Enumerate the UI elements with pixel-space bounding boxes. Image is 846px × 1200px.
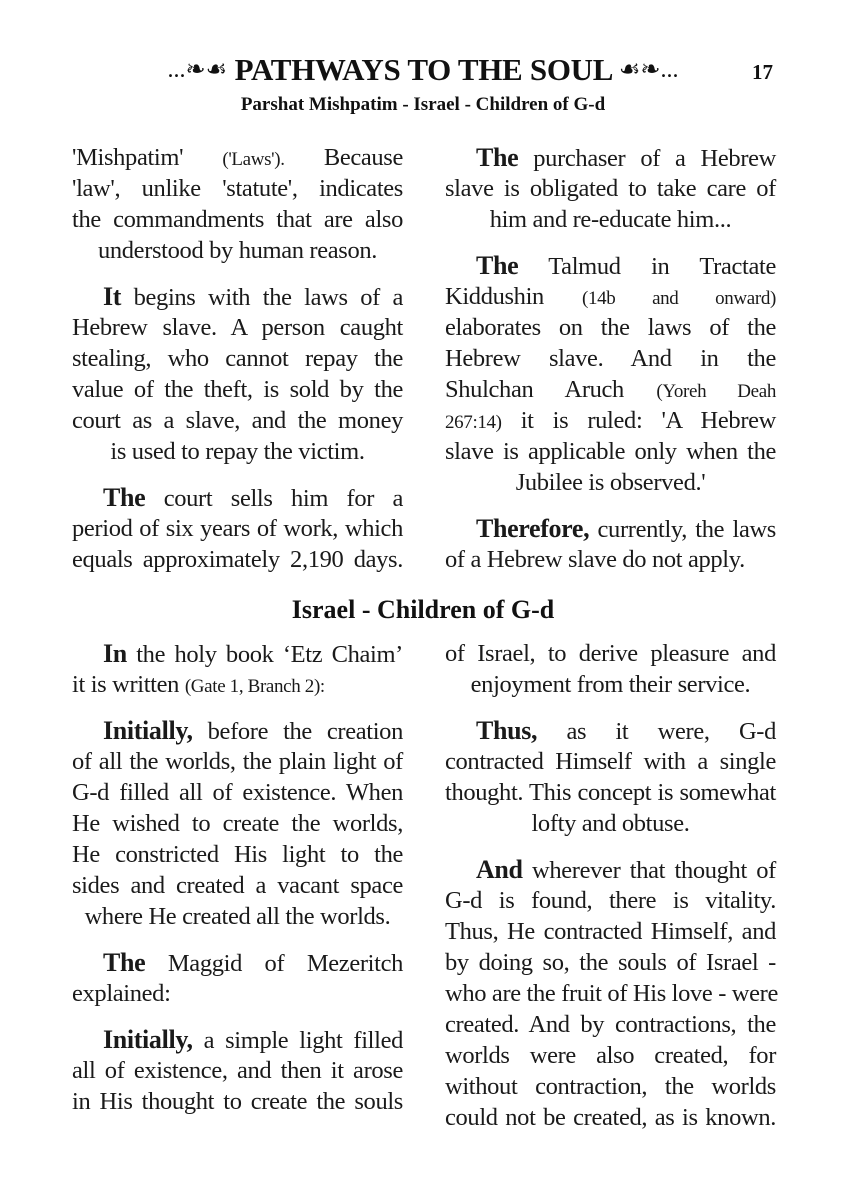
- text-run: begins with the laws of a: [121, 284, 403, 311]
- paragraph: [72, 947, 403, 1009]
- text-line: [72, 482, 403, 513]
- text-line: [72, 839, 403, 870]
- section-heading: Israel - Children of G-d: [291, 595, 555, 624]
- bottom-right-column: [445, 638, 776, 1133]
- text-line: [445, 715, 776, 746]
- top-left-column: [72, 142, 403, 575]
- ornament-left-icon: ...❧☙: [167, 57, 228, 83]
- paragraph-spacer: [445, 498, 776, 513]
- text-run: Jubilee is observed.': [515, 469, 706, 496]
- text-line: [445, 1071, 776, 1102]
- text-line: [72, 235, 403, 266]
- text-run: 'law', unlike 'statute', indicates: [72, 175, 403, 202]
- lead-word: And: [476, 855, 523, 884]
- text-line: [72, 405, 403, 436]
- text-line: [445, 513, 776, 544]
- text-run: G-d is found, there is vitality.: [445, 887, 776, 914]
- lead-word: Therefore,: [476, 514, 590, 543]
- text-line: [72, 343, 403, 374]
- lead-word: Thus,: [476, 716, 538, 745]
- page-number: 17: [752, 60, 773, 84]
- text-run: as it were, G-d: [537, 718, 776, 745]
- text-line: [72, 173, 403, 204]
- text-line: [445, 204, 776, 235]
- text-line: [445, 312, 776, 343]
- text-line: [72, 1086, 403, 1117]
- text-run: lofty and obtuse.: [531, 810, 690, 837]
- paragraph: [445, 854, 776, 1133]
- lead-word: Initially,: [103, 716, 193, 745]
- text-run: the commandments that are also: [72, 206, 403, 233]
- text-line: [72, 715, 403, 746]
- text-run: the holy book ‘Etz Chaim’: [126, 641, 403, 668]
- text-run: currently, the laws: [589, 516, 776, 543]
- paragraph-spacer: [72, 700, 403, 715]
- paragraph: [445, 142, 776, 235]
- text-run: sides and created a vacant space: [72, 872, 403, 899]
- text-line: [72, 142, 403, 173]
- text-run: Hebrew slave. A person caught: [72, 314, 403, 341]
- paragraph-spacer: [445, 839, 776, 854]
- text-line: [72, 436, 403, 467]
- text-line: [445, 808, 776, 839]
- text-run: G-d filled all of existence. When: [72, 779, 403, 806]
- text-line: [445, 1102, 776, 1133]
- paragraph-spacer: [445, 700, 776, 715]
- text-line: [445, 669, 776, 700]
- text-line: [445, 281, 776, 312]
- text-run: stealing, who cannot repay the: [72, 345, 403, 372]
- text-run: value of the theft, is sold by the: [72, 376, 403, 403]
- text-run: He constricted His light to the: [72, 841, 403, 868]
- text-run: Talmud in Tractate: [518, 253, 776, 280]
- chapter-subtitle: Parshat Mishpatim - Israel - Children of G-d: [240, 94, 606, 115]
- text-line: [72, 544, 403, 575]
- text-line: [72, 777, 403, 808]
- text-run: thought. This concept is somewhat: [445, 779, 776, 806]
- text-run: enjoyment from their service.: [470, 671, 751, 698]
- text-line: [445, 436, 776, 467]
- text-line: [72, 638, 403, 669]
- text-run: Maggid of Mezeritch: [145, 950, 403, 977]
- paragraph-spacer: [72, 266, 403, 281]
- text-run: elaborates on the laws of the: [445, 314, 776, 341]
- text-line: [445, 746, 776, 777]
- paragraph: [72, 1024, 403, 1117]
- text-line: [445, 405, 776, 436]
- text-line: [445, 374, 776, 405]
- text-line: [72, 312, 403, 343]
- text-line: [72, 901, 403, 932]
- top-right-column: [445, 142, 776, 575]
- paragraph: [445, 250, 776, 498]
- text-run: slave is obligated to take care of: [445, 175, 776, 202]
- text-run: of Israel, to derive pleasure and: [445, 640, 776, 667]
- text-line: [445, 885, 776, 916]
- paragraph: [445, 638, 776, 700]
- text-line: [72, 746, 403, 777]
- running-header: [0, 52, 846, 88]
- text-run: it is ruled: 'A Hebrew: [501, 407, 776, 434]
- text-run: is used to repay the victim.: [110, 438, 365, 465]
- text-run: wherever that thought of: [522, 857, 776, 884]
- text-line: [445, 467, 776, 498]
- text-run: all of existence, and then it arose: [72, 1057, 403, 1084]
- text-run: court sells him for a: [145, 485, 403, 512]
- text-run: who are the fruit of His love - were: [445, 980, 778, 1007]
- text-line: [445, 250, 776, 281]
- text-line: [445, 854, 776, 885]
- text-line: [72, 374, 403, 405]
- text-line: [72, 870, 403, 901]
- text-run: slave is applicable only when the: [445, 438, 776, 465]
- paragraph: [72, 638, 403, 700]
- text-line: [72, 669, 403, 700]
- text-line: [445, 978, 776, 1009]
- lead-word: The: [476, 251, 519, 280]
- lead-word: The: [103, 948, 146, 977]
- text-run: understood by human reason.: [97, 237, 378, 264]
- paragraph-spacer: [72, 467, 403, 482]
- text-run: Thus, He contracted Himself, and: [445, 918, 776, 945]
- text-line: [72, 281, 403, 312]
- text-run: worlds were also created, for: [445, 1042, 776, 1069]
- text-line: [445, 638, 776, 669]
- paragraph: [72, 482, 403, 575]
- text-line: [72, 1024, 403, 1055]
- citation: (Yoreh Deah: [656, 381, 776, 402]
- text-run: Shulchan Aruch: [445, 376, 657, 403]
- text-run: in His thought to create the souls: [72, 1088, 403, 1115]
- text-run: before the creation: [192, 718, 403, 745]
- citation: 267:14): [445, 412, 502, 433]
- text-run: of a Hebrew slave do not apply.: [445, 546, 745, 573]
- text-line: [445, 544, 776, 575]
- text-line: [72, 204, 403, 235]
- book-title: PATHWAYS TO THE SOUL: [234, 52, 612, 87]
- text-run: equals approximately 2,190 days.: [72, 546, 403, 573]
- text-run: a simple light filled: [192, 1027, 403, 1054]
- text-run: explained:: [72, 980, 171, 1007]
- text-line: [72, 1055, 403, 1086]
- lead-word: It: [103, 282, 122, 311]
- lead-word: In: [103, 639, 127, 668]
- text-line: [72, 513, 403, 544]
- text-line: [72, 978, 403, 1009]
- text-run: by doing so, the souls of Israel -: [445, 949, 776, 976]
- text-run: him and re-educate him...: [489, 206, 732, 233]
- text-run: where He created all the worlds.: [84, 903, 391, 930]
- text-line: [445, 1009, 776, 1040]
- paragraph-spacer: [72, 1009, 403, 1024]
- text-line: [445, 916, 776, 947]
- text-run: purchaser of a Hebrew: [518, 145, 776, 172]
- text-run: it is written: [72, 671, 185, 698]
- paragraph: [72, 715, 403, 932]
- text-run: contracted Himself with a single: [445, 748, 776, 775]
- citation: ('Laws').: [222, 149, 285, 170]
- text-run: Hebrew slave. And in the: [445, 345, 776, 372]
- paragraph: [445, 715, 776, 839]
- text-line: [72, 808, 403, 839]
- citation: (Gate 1, Branch 2):: [184, 676, 325, 697]
- lead-word: Initially,: [103, 1025, 193, 1054]
- text-line: [445, 173, 776, 204]
- text-run: created. And by contractions, the: [445, 1011, 776, 1038]
- text-line: [445, 777, 776, 808]
- ornament-right-icon: ☙❧...: [618, 57, 679, 83]
- text-run: of all the worlds, the plain light of: [72, 748, 403, 775]
- text-run: He wished to create the worlds,: [72, 810, 403, 837]
- text-line: [445, 142, 776, 173]
- paragraph-spacer: [445, 235, 776, 250]
- paragraph: [445, 513, 776, 575]
- lead-word: The: [476, 143, 519, 172]
- paragraph-spacer: [72, 932, 403, 947]
- text-run: 'Mishpatim': [72, 144, 223, 171]
- text-run: period of six years of work, which: [72, 515, 403, 542]
- text-line: [445, 947, 776, 978]
- paragraph: [72, 142, 403, 266]
- text-line: [445, 343, 776, 374]
- text-run: court as a slave, and the money: [72, 407, 403, 434]
- bottom-left-column: [72, 638, 403, 1117]
- lead-word: The: [103, 483, 146, 512]
- text-line: [72, 947, 403, 978]
- text-run: Kiddushin: [445, 283, 582, 310]
- text-run: could not be created, as is known.: [445, 1104, 776, 1131]
- paragraph: [72, 281, 403, 467]
- text-line: [445, 1040, 776, 1071]
- citation: (14b and onward): [581, 288, 776, 309]
- text-run: without contraction, the worlds: [445, 1073, 776, 1100]
- text-run: Because: [284, 144, 403, 171]
